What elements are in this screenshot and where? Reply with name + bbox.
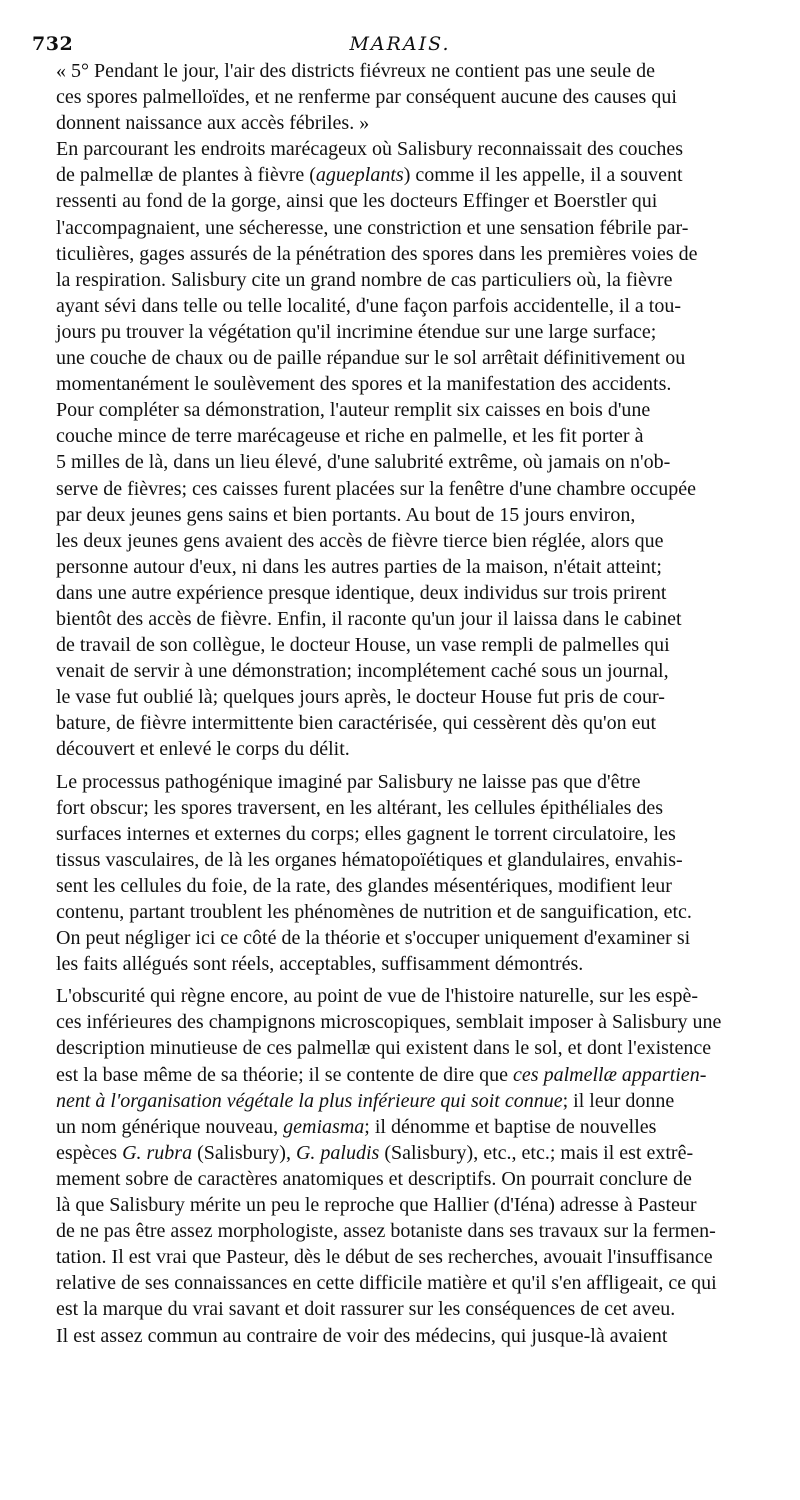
text-line: venait de servir à une démonstration; incomplétement caché sous un journal,: [56, 660, 669, 683]
text-line: les deux jeunes gens avaient des accès de fièvre tierce bien réglée, alors que: [56, 529, 664, 552]
text-line: momentanément le soulèvement des spores et la manifestation des accidents.: [56, 373, 672, 396]
text-line: une couche de chaux ou de paille répandue sur le sol arrêtait définitivement ou: [56, 347, 686, 370]
text-line: ces spores palmelloïdes, et ne renferme par conséquent aucune des causes qui: [56, 86, 677, 109]
text-line: les faits allégués sont réels, acceptables, suffisamment démontrés.: [56, 953, 584, 976]
text-line: jours pu trouver la végétation qu'il incrimine étendue sur une large surface;: [56, 320, 657, 343]
paragraph-experiments: [32, 136, 768, 762]
text-line: description minutieuse de ces palmellæ qui existent dans le sol, et dont l'existence: [56, 1037, 712, 1060]
text-line: bature, de fièvre intermittente bien caractérisée, qui cessèrent dès qu'on eut: [56, 712, 656, 735]
body-text: [32, 58, 768, 1349]
text-line: de ne pas être assez morphologiste, assez botaniste dans ses travaux sur la fermen-: [56, 1220, 716, 1243]
text-line: contenu, partant troublent les phénomènes de nutrition et de sanguification, etc.: [56, 901, 692, 923]
page-number: 732: [32, 33, 74, 55]
text-line: On peut négliger ici ce côté de la théorie et s'occuper uniquement d'examiner si: [56, 927, 691, 950]
text-line: découvert et enlevé le corps du délit.: [56, 738, 350, 761]
text-line: est la marque du vrai savant et doit rassurer sur les conséquences de cet aveu.: [56, 1298, 676, 1321]
text-line: ayant sévi dans telle ou telle localité, d'une façon parfois accidentelle, il a tou-: [56, 294, 682, 317]
text-line: Il est assez commun au contraire de voir des médecins, qui jusque-là avaient: [56, 1324, 668, 1347]
text-line: L'obscurité qui règne encore, au point de vue de l'histoire naturelle, sur les espè-: [56, 985, 698, 1008]
italic-term: G. rubra: [122, 1141, 193, 1164]
text-line: dans une autre expérience presque identique, deux individus sur trois prirent: [56, 581, 667, 604]
text-line: ticulières, gages assurés de la pénétration des spores dans les premières voies de: [56, 242, 698, 265]
text-line: couche mince de terre marécageuse et riche en palmelle, et les fit porter à: [56, 425, 644, 448]
quote-paragraph: [32, 58, 768, 136]
paragraph-pathogenic-process: [32, 769, 768, 978]
page-header: [32, 30, 768, 58]
italic-term: agueplants: [315, 164, 404, 187]
text-line: « 5° Pendant le jour, l'air des districts fiévreux ne contient pas une seule de: [56, 60, 655, 82]
italic-term: ces palmellæ appartien-: [513, 1063, 707, 1086]
text-line: espèces G. rubra (Salisbury), G. paludis (Salisbury), etc., etc.; mais il est extrê-: [56, 1141, 694, 1164]
text-line: tissus vasculaires, de là les organes hématopoïétiques et glandulaires, envahis-: [56, 848, 683, 871]
text-line: En parcourant les endroits marécageux où Salisbury reconnaissait des couches: [56, 138, 684, 161]
text-line: ressenti au fond de la gorge, ainsi que les docteurs Effinger et Boerstler qui: [56, 190, 658, 213]
text-line: là que Salisbury mérite un peu le reproche que Hallier (d'Iéna) adresse à Pasteur: [56, 1194, 697, 1217]
text-line: l'accompagnaient, une sécheresse, une constriction et une sensation fébrile par-: [56, 216, 689, 239]
text-line: surfaces internes et externes du corps; elles gagnent le torrent circulatoire, les: [56, 822, 676, 845]
text-line: par deux jeunes gens sains et bien portants. Au bout de 15 jours environ,: [56, 503, 636, 526]
text-line: relative de ses connaissances en cette difficile matière et qu'il s'en affligeait, ce qui: [56, 1272, 717, 1295]
text-line: donnent naissance aux accès fébriles. »: [56, 112, 370, 135]
text-line: sent les cellules du foie, de la rate, des glandes mésentériques, modifient leur: [56, 874, 672, 897]
text-line: la respiration. Salisbury cite un grand nombre de cas particuliers où, la fièvre: [56, 268, 673, 291]
text-line: de palmellæ de plantes à fièvre (agueplants) comme il les appelle, il a souvent: [56, 164, 683, 187]
running-title: MARAIS.: [349, 33, 451, 55]
text-line: tation. Il est vrai que Pasteur, dès le début de ses recherches, avouait l'insuffisance: [56, 1246, 713, 1269]
text-line: fort obscur; les spores traversent, en les altérant, les cellules épithéliales des: [56, 796, 664, 819]
text-line: serve de fièvres; ces caisses furent placées sur la fenêtre d'une chambre occupée: [56, 477, 696, 500]
text-line: ces inférieures des champignons microscopiques, semblait imposer à Salisbury une: [56, 1011, 722, 1034]
paragraph-natural-history: [32, 983, 768, 1348]
text-line: nent à l'organisation végétale la plus inférieure qui soit connue; il leur donne: [56, 1089, 675, 1112]
text-line: mement sobre de caractères anatomiques et descriptifs. On pourrait conclure de: [56, 1167, 692, 1190]
italic-term: gemiasma: [283, 1115, 365, 1138]
text-line: un nom générique nouveau, gemiasma; il dénomme et baptise de nouvelles: [56, 1115, 657, 1138]
text-line: Pour compléter sa démonstration, l'auteur remplit six caisses en bois d'une: [56, 399, 651, 422]
book-page: [32, 30, 768, 1349]
text-line: le vase fut oublié là; quelques jours après, le docteur House fut pris de cour-: [56, 686, 665, 709]
text-line: de travail de son collègue, le docteur House, un vase rempli de palmelles qui: [56, 634, 670, 657]
italic-term: G. paludis: [295, 1141, 380, 1164]
text-line: Le processus pathogénique imaginé par Salisbury ne laisse pas que d'être: [56, 770, 641, 793]
text-line: est la base même de sa théorie; il se contente de dire que ces palmellæ appartien-: [56, 1063, 707, 1086]
text-line: bientôt des accès de fièvre. Enfin, il raconte qu'un jour il laissa dans le cabinet: [56, 607, 682, 630]
text-line: personne autour d'eux, ni dans les autres parties de la maison, n'était atteint;: [56, 555, 662, 578]
italic-term: nent à l'organisation végétale la plus inférieure qui soit connue: [56, 1089, 563, 1112]
text-line: 5 milles de là, dans un lieu élevé, d'une salubrité extrême, où jamais on n'ob-: [56, 451, 671, 474]
